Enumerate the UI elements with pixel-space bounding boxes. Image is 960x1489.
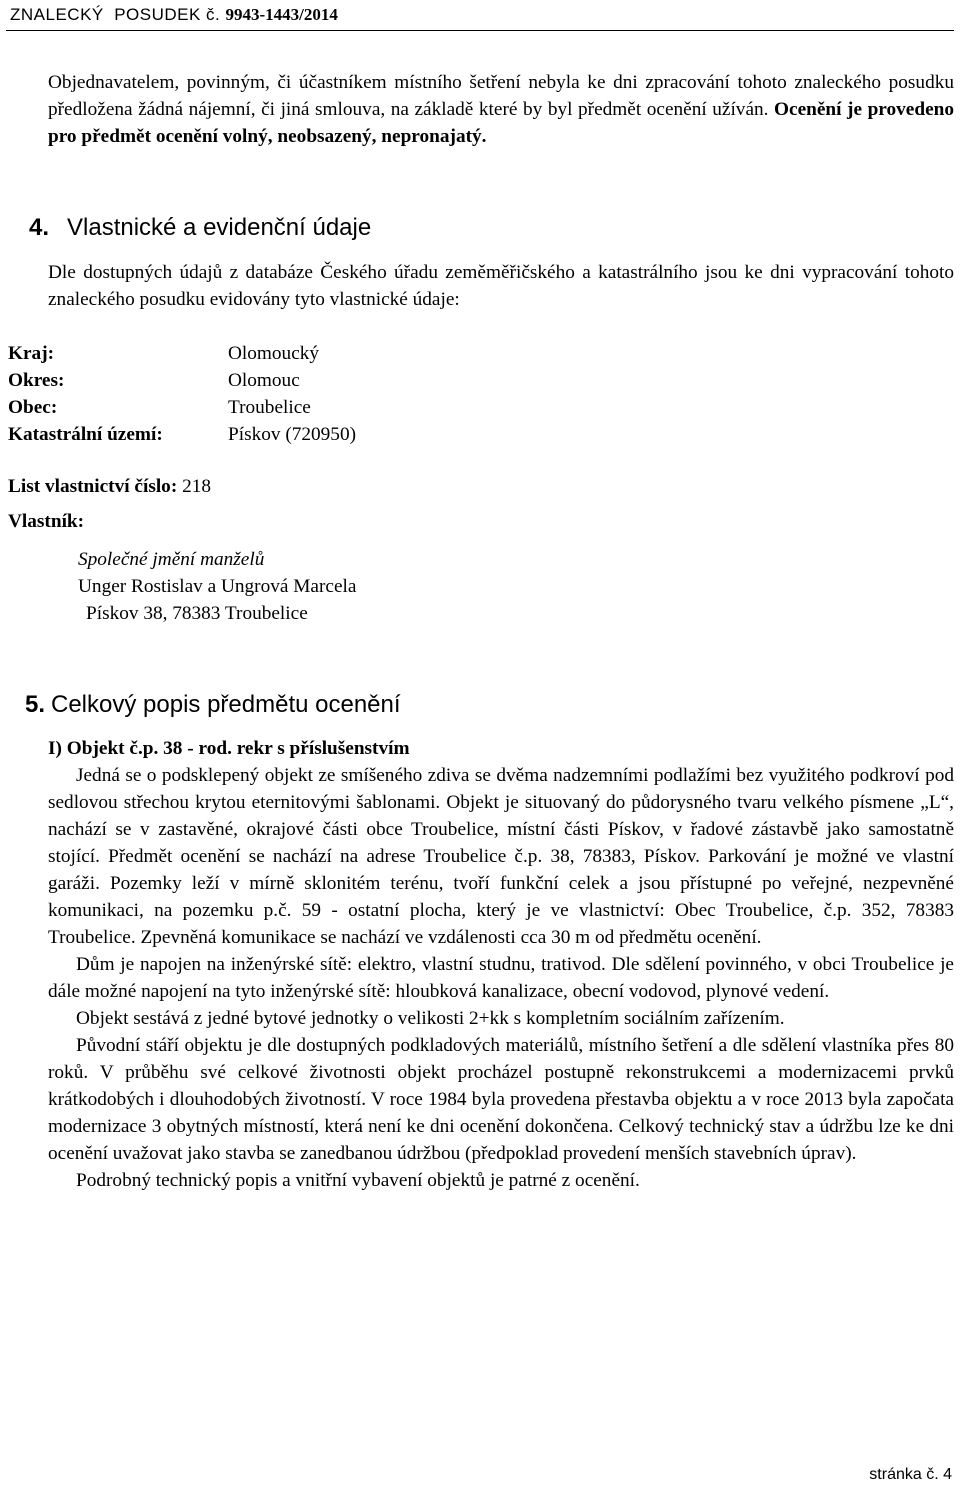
object-description bbox=[48, 762, 954, 1194]
intro-bold-text: Ocenění je provedeno pro předmět ocenění volný, neobsazený, nepronajatý. bbox=[48, 99, 954, 147]
info-label: Kraj: bbox=[8, 343, 55, 364]
lv-label: List vlastnictví číslo: bbox=[8, 476, 178, 497]
owner-type-text: Společné jmění manželů bbox=[78, 549, 265, 570]
description-paragraph: Jedná se o podsklepený objekt ze smíšeného zdiva se dvěma nadzemními podlažími bez využitého podkroví pod sedlovou střechou krytou eternitovými šablonami. Objekt je situovaný do půdorysného tvaru velkého písmene „L“, nachází se v zastavěné, okrajové části obce Troubelice, místní části Pískov, v řadové zástavbě jako samostatně stojící. Předmět ocenění se nachází na adrese Troubelice č.p. 38, 78383, Pískov. Parkování je možné ve vlastní garáži. Pozemky leží v mírně sklonitém terénu, tvoří funkční celek a jsou přístupné po veřejné, nezpevněné komunikaci, na pozemku p.č. 59 - ostatní plocha, který je ve vlastnictví: Obec Troubelice, č.p. 352, 78383 Troubelice. Zpevněná komunikace se nachází ve vzdálenosti cca 30 m od předmětu ocenění. bbox=[48, 765, 954, 948]
object-title: I) Objekt č.p. 38 - rod. rekr s příslušenstvím bbox=[48, 738, 410, 759]
page-number: stránka č. 4 bbox=[869, 1466, 952, 1483]
report-header-title bbox=[10, 5, 338, 25]
section-4-heading bbox=[11, 213, 371, 243]
section-4-intro: Dle dostupných údajů z databáze Českého úřadu zeměměřičského a katastrálního jsou ke dni vypracování tohoto znaleckého posudku evidovány tyto vlastnické údaje: bbox=[48, 262, 954, 310]
section-5-number: 5. bbox=[24, 691, 45, 718]
report-header-prefix: ZNALECKÝ POSUDEK č. bbox=[10, 5, 226, 24]
owner-label bbox=[8, 508, 84, 535]
owner-label-text: Vlastník: bbox=[8, 511, 85, 532]
description-paragraph: Dům je napojen na inženýrské sítě: elektro, vlastní studnu, trativod. Dle sdělení povinného, v obci Troubelice je dále možné napojení na tyto inženýrské sítě: hloubková kanalizace, obecní vodovod, plynové vedení. bbox=[48, 954, 954, 1002]
section-4-number: 4. bbox=[28, 214, 49, 241]
description-paragraph: Objekt sestává z jedné bytové jednotky o velikosti 2+kk s kompletním sociálním zařízením. bbox=[76, 1008, 785, 1029]
info-value: Pískov (720950) bbox=[228, 424, 357, 445]
section-5-heading bbox=[11, 690, 401, 720]
intro-text: Objednavatelem, povinným, či účastníkem místního šetření nebyla ke dni zpracování tohoto znaleckého posudku předložena žádná nájemní, či jiná smlouva, na základě které by byl předmět ocenění užíván. bbox=[48, 72, 954, 120]
section-4-title: Vlastnické a evidenční údaje bbox=[67, 214, 372, 241]
description-paragraph: Původní stáří objektu je dle dostupných podkladových materiálů, místního šetření a dle sdělení vlastníka přes 80 roků. V průběhu své celkové životnosti objekt procházel postupně rekonstrukcemi a modernizacemi prvků krátkodobých i dlouhodobých životností. V roce 1984 byla provedena přestavba objektu a v roce 2013 byla započata modernizace 3 obytných místností, která není ke dni ocenění dokončena. Celkový technický stav a údržbu lze ke dni ocenění uvažovat jako stavba se zanedbanou údržbou (předpoklad provedení menších stavebních úprav). bbox=[48, 1035, 954, 1164]
owner-address: Pískov 38, 78383 Troubelice bbox=[86, 603, 308, 624]
info-value: Olomouc bbox=[228, 370, 300, 391]
lv-number: 218 bbox=[177, 476, 211, 497]
description-paragraph: Podrobný technický popis a vnitřní vybavení objektů je patrné z ocenění. bbox=[76, 1170, 640, 1191]
info-label: Okres: bbox=[8, 370, 65, 391]
info-label: Katastrální území: bbox=[8, 424, 163, 445]
lv-line bbox=[8, 473, 211, 500]
owner-names: Unger Rostislav a Ungrová Marcela bbox=[78, 576, 357, 597]
page-header bbox=[6, 0, 954, 31]
info-value: Troubelice bbox=[228, 397, 311, 418]
info-label: Obec: bbox=[8, 397, 58, 418]
info-value: Olomoucký bbox=[228, 343, 320, 364]
intro-paragraph bbox=[48, 69, 954, 150]
owner-type bbox=[78, 546, 264, 573]
report-number: 9943-1443/2014 bbox=[225, 5, 338, 24]
section-5-title: Celkový popis předmětu ocenění bbox=[51, 691, 401, 718]
